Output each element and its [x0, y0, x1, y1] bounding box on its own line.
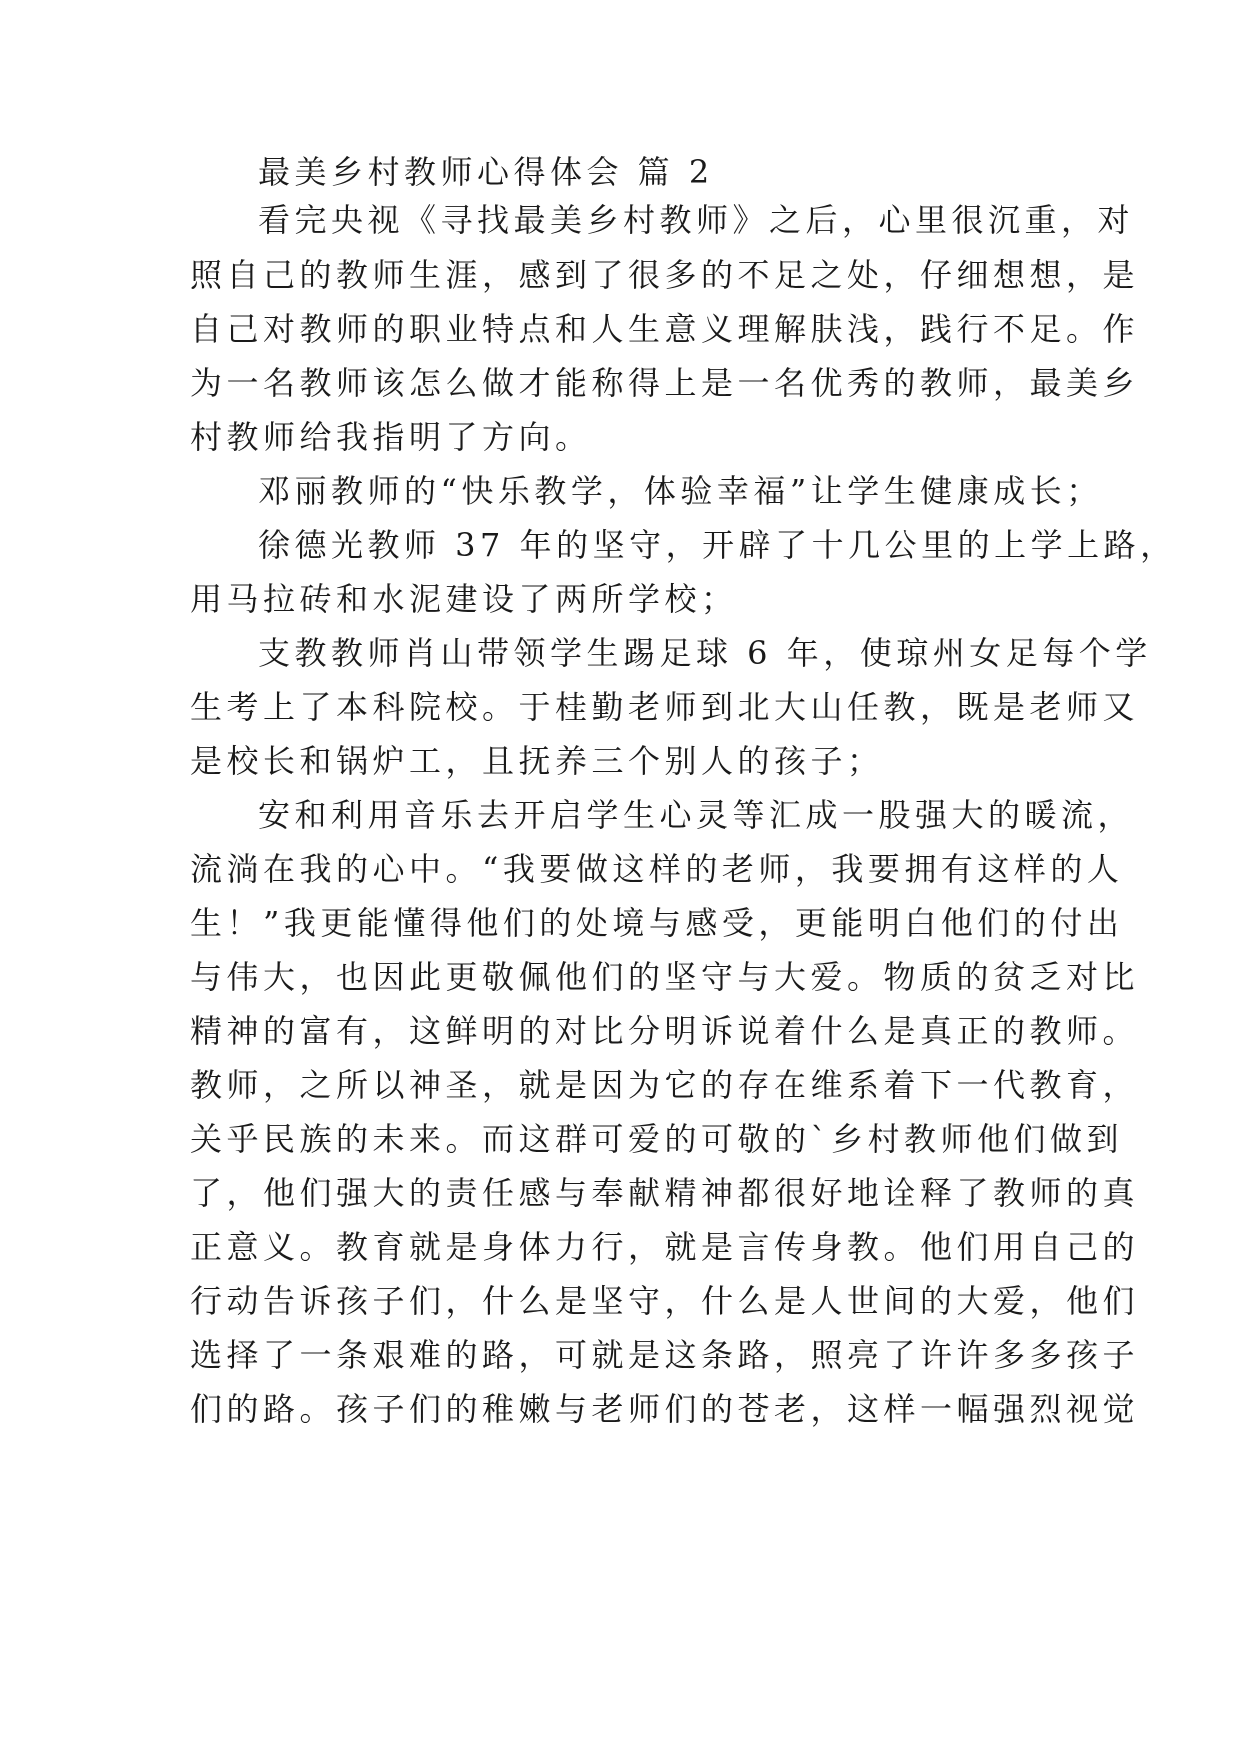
- paragraph-line: 们的路。孩子们的稚嫩与老师们的苍老，这样一幅强烈视觉: [190, 1390, 1140, 1428]
- paragraph-line: 邓丽教师的“快乐教学，体验幸福”让学生健康成长；: [258, 472, 1103, 510]
- paragraph-line: 教师，之所以神圣，就是因为它的存在维系着下一代教育，: [190, 1066, 1140, 1104]
- paragraph-line: 精神的富有，这鲜明的对比分明诉说着什么是真正的教师。: [190, 1012, 1140, 1050]
- paragraph-line: 自己对教师的职业特点和人生意义理解肤浅，践行不足。作: [190, 310, 1140, 348]
- paragraph-line: 流淌在我的心中。“我要做这样的老师，我要拥有这样的人: [190, 850, 1124, 888]
- paragraph-line: 用马拉砖和水泥建设了两所学校；: [190, 580, 738, 618]
- paragraph-line: 了，他们强大的责任感与奉献精神都很好地诠释了教师的真: [190, 1174, 1140, 1212]
- paragraph-line: 生！”我更能懂得他们的处境与感受，更能明白他们的付出: [190, 904, 1124, 942]
- paragraph-line: 正意义。教育就是身体力行，就是言传身教。他们用自己的: [190, 1228, 1140, 1266]
- paragraph-line: 行动告诉孩子们，什么是坚守，什么是人世间的大爱，他们: [190, 1282, 1140, 1320]
- paragraph-line: 与伟大，也因此更敬佩他们的坚守与大爱。物质的贫乏对比: [190, 958, 1140, 996]
- paragraph-line: 村教师给我指明了方向。: [190, 418, 592, 456]
- paragraph-line: 生考上了本科院校。于桂勤老师到北大山任教，既是老师又: [190, 688, 1140, 726]
- paragraph-line: 选择了一条艰难的路，可就是这条路，照亮了许许多多孩子: [190, 1336, 1140, 1374]
- document-heading: 最美乡村教师心得体会 篇 2: [258, 153, 714, 191]
- paragraph-line: 徐德光教师 37 年的坚守，开辟了十几公里的上学上路，: [258, 526, 1177, 564]
- paragraph-line: 看完央视《寻找最美乡村教师》之后，心里很沉重，对: [258, 201, 1135, 239]
- paragraph-line: 关乎民族的未来。而这群可爱的可敬的`乡村教师他们做到: [190, 1120, 1124, 1158]
- paragraph-line: 是校长和锅炉工，且抚养三个别人的孩子；: [190, 742, 884, 780]
- paragraph-line: 为一名教师该怎么做才能称得上是一名优秀的教师，最美乡: [190, 364, 1140, 402]
- paragraph-line: 照自己的教师生涯，感到了很多的不足之处，仔细想想，是: [190, 256, 1140, 294]
- paragraph-line: 支教教师肖山带领学生踢足球 6 年，使琼州女足每个学: [258, 634, 1152, 672]
- paragraph-line: 安和利用音乐去开启学生心灵等汇成一股强大的暖流，: [258, 796, 1135, 834]
